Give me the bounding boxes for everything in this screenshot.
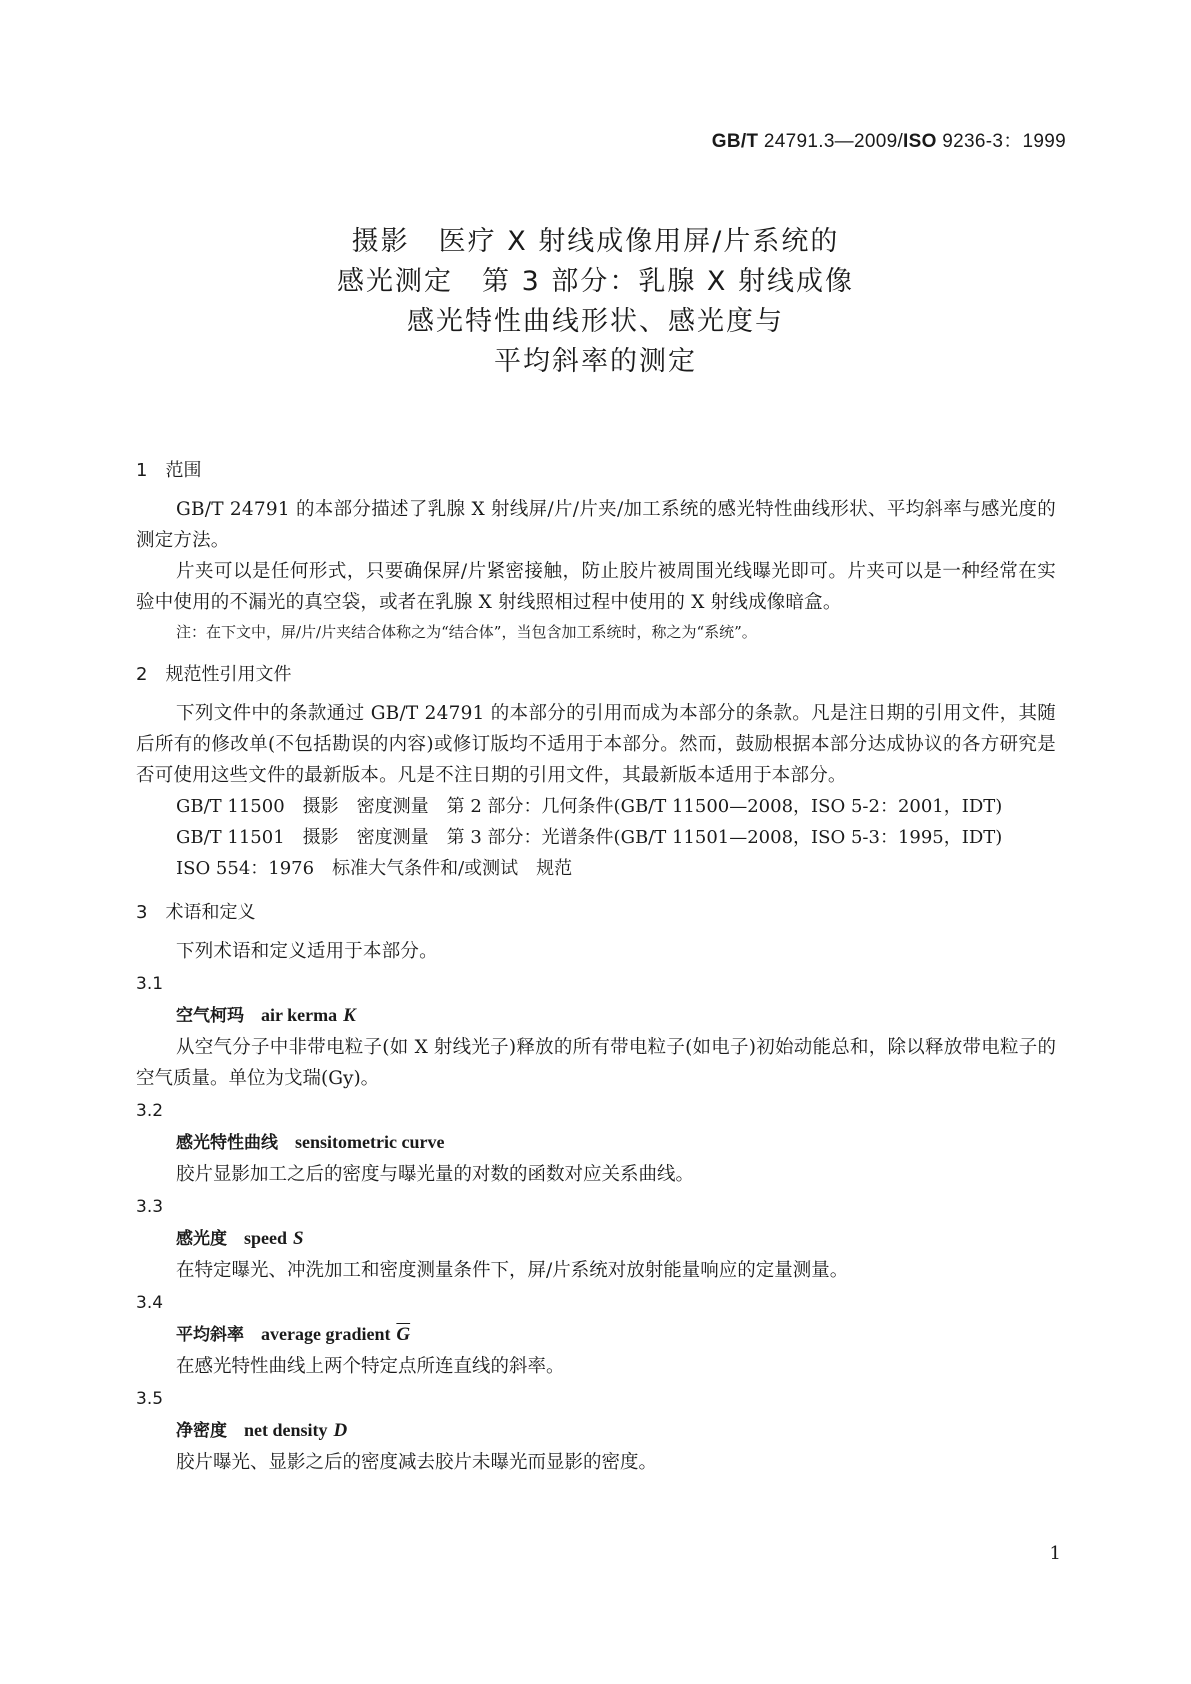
- document-body: [136, 452, 1056, 1478]
- term-symbol: K: [343, 1005, 356, 1026]
- term-3-5: [136, 1414, 1056, 1447]
- term-zh: 平均斜率: [176, 1325, 244, 1345]
- term-3-2: [136, 1126, 1056, 1159]
- term-definition-3-2: 胶片显影加工之后的密度与曝光量的对数的函数对应关系曲线。: [176, 1164, 695, 1185]
- term-number-3-1: 3.1: [136, 974, 164, 994]
- term-zh: 感光特性曲线: [176, 1133, 278, 1153]
- title-line-3: 感光特性曲线形状、感光度与: [407, 306, 784, 337]
- term-3-1: [136, 999, 1056, 1032]
- term-number-3-3: 3.3: [136, 1197, 164, 1217]
- scope-paragraph-1: GB/T 24791 的本部分描述了乳腺 X 射线屏/片/片夹/加工系统的感光特性曲线形状、平均斜率与感光度的测定方法。: [136, 499, 1056, 551]
- term-en: sensitometric curve: [295, 1132, 445, 1152]
- page-number: 1: [1049, 1543, 1061, 1564]
- term-en: air kerma: [261, 1005, 338, 1025]
- term-3-4: [136, 1318, 1056, 1351]
- term-definition-3-5: 胶片曝光、显影之后的密度减去胶片未曝光而显影的密度。: [176, 1452, 658, 1473]
- title-line-1: 摄影 医疗 X 射线成像用屏/片系统的: [351, 226, 840, 257]
- reference-item-1: GB/T 11500 摄影 密度测量 第 2 部分：几何条件(GB/T 11500—2008，ISO 5-2：2001，IDT): [176, 796, 1003, 817]
- term-en: net density: [244, 1420, 328, 1440]
- reference-item-3: ISO 554：1976 标准大气条件和/或测试 规范: [176, 858, 573, 879]
- section-heading-normative-references: 2 规范性引用文件: [136, 664, 292, 685]
- term-symbol: D: [333, 1420, 348, 1441]
- references-paragraph: 下列文件中的条款通过 GB/T 24791 的本部分的引用而成为本部分的条款。凡是注日期的引用文件，其随后所有的修改单(不包括勘误的内容)或修订版均不适用于本部分。然而，鼓励根据本部分达成协议的各方研究是否可使用这些文件的最新版本。凡是不注日期的引用文件，其最新版本适用于本部分。: [136, 703, 1056, 786]
- term-definition-3-4: 在感光特性曲线上两个特定点所连直线的斜率。: [176, 1356, 565, 1377]
- iso-number-value: 9236-3：1999: [936, 131, 1066, 152]
- term-symbol: $\overline{G}$: [396, 1324, 411, 1345]
- scope-note: 注：在下文中，屏/片/片夹结合体称之为“结合体”，当包含加工系统时，称之为“系统”。: [176, 623, 757, 641]
- iso-prefix: ISO: [903, 131, 937, 152]
- term-number-3-5: 3.5: [136, 1389, 164, 1409]
- title-line-2: 感光测定 第 3 部分：乳腺 X 射线成像: [336, 266, 854, 297]
- term-en: speed: [244, 1228, 288, 1248]
- standard-number-value: 24791.3—2009/: [758, 131, 904, 152]
- term-definition-3-1: 从空气分子中非带电粒子(如 X 射线光子)释放的所有带电粒子(如电子)初始动能总和，除以释放带电粒子的空气质量。单位为戈瑞(Gy)。: [136, 1037, 1056, 1089]
- section-heading-terms-definitions: 3 术语和定义: [136, 902, 256, 923]
- title-line-4: 平均斜率的测定: [494, 346, 697, 377]
- scope-paragraph-2: 片夹可以是任何形式，只要确保屏/片紧密接触，防止胶片被周围光线曝光即可。片夹可以是一种经常在实验中使用的不漏光的真空袋，或者在乳腺 X 射线照相过程中使用的 X 射线成像暗盒。: [136, 561, 1056, 613]
- terms-intro: 下列术语和定义适用于本部分。: [176, 941, 438, 962]
- standard-number: [712, 126, 1066, 153]
- document-title: [0, 222, 1191, 382]
- term-zh: 净密度: [176, 1421, 227, 1441]
- term-zh: 空气柯玛: [176, 1006, 244, 1026]
- term-number-3-2: 3.2: [136, 1101, 164, 1121]
- term-3-3: [136, 1222, 1056, 1255]
- term-en: average gradient: [261, 1324, 391, 1344]
- term-definition-3-3: 在特定曝光、冲洗加工和密度测量条件下，屏/片系统对放射能量响应的定量测量。: [176, 1260, 849, 1281]
- reference-item-2: GB/T 11501 摄影 密度测量 第 3 部分：光谱条件(GB/T 11501—2008，ISO 5-3：1995，IDT): [176, 827, 1003, 848]
- standard-prefix: GB/T: [711, 131, 759, 152]
- term-zh: 感光度: [176, 1229, 227, 1249]
- term-number-3-4: 3.4: [136, 1293, 164, 1313]
- section-heading-scope: 1 范围: [136, 460, 202, 481]
- term-symbol: S: [292, 1228, 304, 1249]
